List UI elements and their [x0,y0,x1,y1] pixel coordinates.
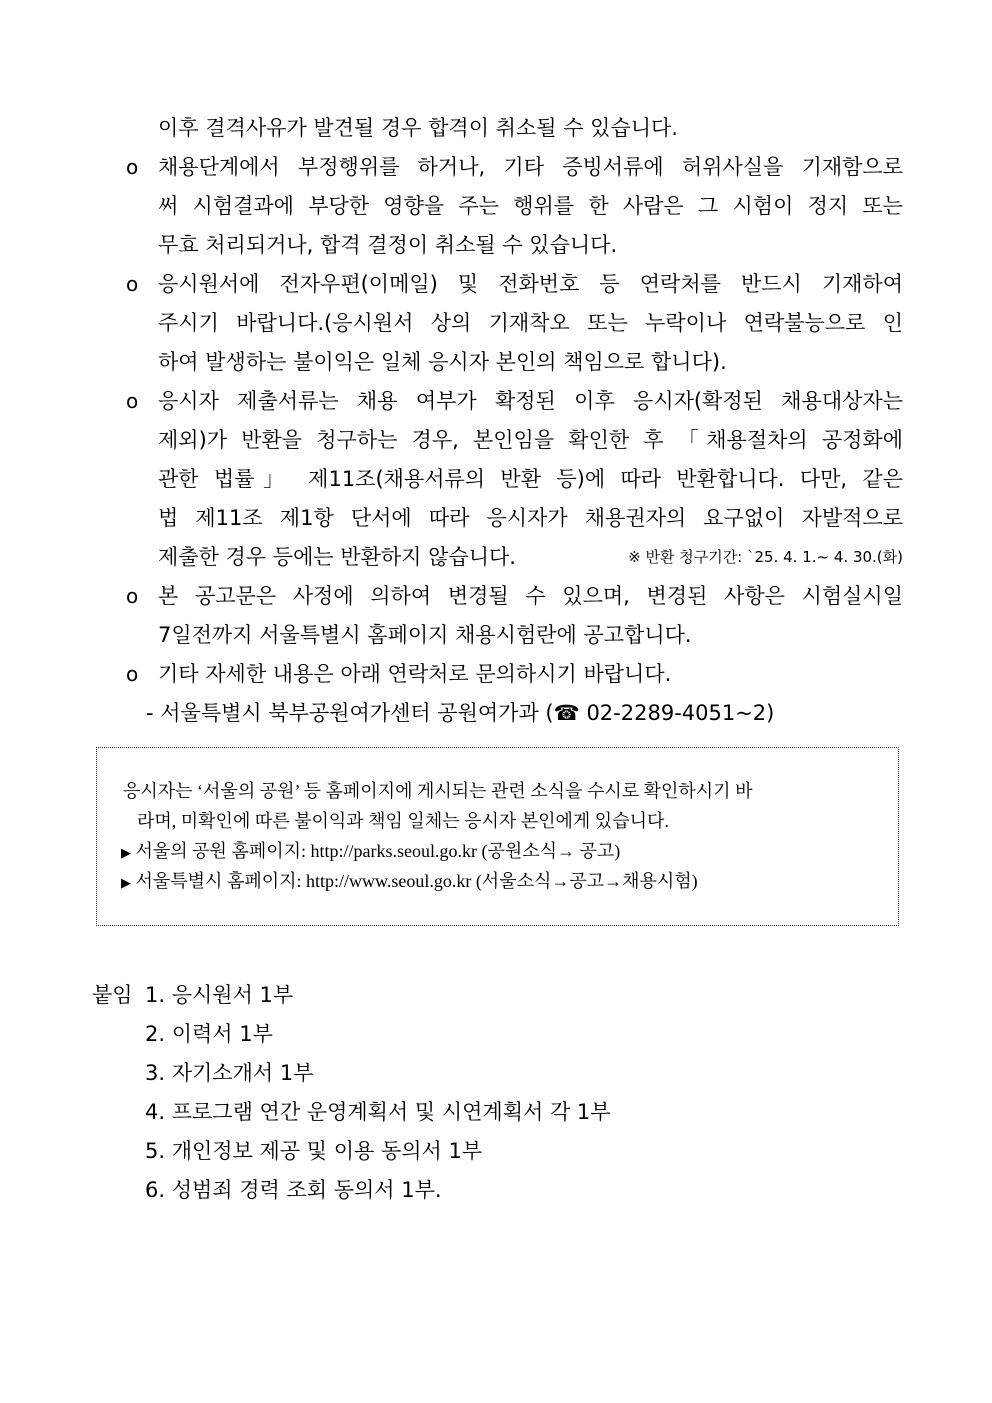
link-item-seoul [121,869,698,895]
attachment-item: 6. 성범죄 경력 조회 동의서 1부. [145,1178,442,1202]
triangle-bullet-icon: ▶ [121,845,131,860]
attachment-item: 4. 프로그램 연간 운영계획서 및 시연계획서 각 1부 [145,1100,611,1124]
text-line [158,543,903,571]
link-item-parks [121,839,620,865]
link-text[interactable]: 서울의 공원 홈페이지: http://parks.seoul.go.kr (공원소식→ 공고) [135,841,621,861]
text-line: 하여 발생하는 불이익은 일체 응시자 본인의 책임으로 합니다). [158,350,727,374]
text-line: 응시자 제출서류는 채용 여부가 확정된 이후 응시자(확정된 채용대상자는 [158,389,903,413]
attachment-item: 1. 응시원서 1부 [145,983,294,1007]
text-line: 법 제11조 제1항 단서에 따라 응시자가 채용권자의 요구없이 자발적으로 [158,506,903,530]
attachment-item: 5. 개인정보 제공 및 이용 동의서 1부 [145,1139,483,1163]
contact-line: - 서울특별시 북부공원여가센터 공원여가과 (☎ 02-2289-4051~2) [146,701,775,725]
text-line: 7일전까지 서울특별시 홈페이지 채용시험란에 공고합니다. [158,623,692,647]
text-line: 무효 처리되거나, 합격 결정이 취소될 수 있습니다. [158,233,618,257]
notice-box [96,747,899,926]
text-line: 기타 자세한 내용은 아래 연락처로 문의하시기 바랍니다. [158,662,672,686]
attachment-item: 3. 자기소개서 1부 [145,1061,314,1085]
text-line: 주시기 바랍니다.(응시원서 상의 기재착오 또는 누락이나 연락불능으로 인 [158,311,903,335]
text-line: 본 공고문은 사정에 의하여 변경될 수 있으며, 변경된 사항은 시험실시일 [158,584,903,608]
triangle-bullet-icon: ▶ [121,875,131,890]
link-text[interactable]: 서울특별시 홈페이지: http://www.seoul.go.kr (서울소식→공고→채용시험) [135,871,698,891]
text-line: 응시원서에 전자우편(이메일) 및 전화번호 등 연락처를 반드시 기재하여 [158,272,903,296]
text-line: 써 시험결과에 부당한 영향을 주는 행위를 한 사람은 그 시험이 정지 또는 [158,194,903,218]
text-line: 채용단계에서 부정행위를 하거나, 기타 증빙서류에 허위사실을 기재함으로 [158,155,903,179]
bullet-marker: o [126,584,139,608]
bullet-marker: o [126,662,139,686]
text-line: 관한 법률」 제11조(채용서류의 반환 등)에 따라 반환합니다. 다만, 같은 [158,467,903,491]
attachments-label: 붙임 [92,983,133,1007]
bullet-marker: o [126,272,139,296]
attachment-item: 2. 이력서 1부 [145,1022,273,1046]
text-line: 이후 결격사유가 발견될 경우 합격이 취소될 수 있습니다. [158,116,678,140]
text-line-segment: 제출한 경우 등에는 반환하지 않습니다. [158,545,516,569]
return-period-note: ※ 반환 청구기간: `25. 4. 1.~ 4. 30.(화) [628,548,903,566]
text-line: 제외)가 반환을 청구하는 경우, 본인임을 확인한 후 「채용절차의 공정화에 [158,428,903,452]
bullet-marker: o [126,389,139,413]
bullet-marker: o [126,155,139,179]
notice-text: 응시자는 ‘서울의 공원’ 등 홈페이지에 게시되는 관련 소식을 수시로 확인하시기 바 [123,781,753,801]
notice-text: 라며, 미확인에 따른 불이익과 책임 일체는 응시자 본인에게 있습니다. [137,811,669,831]
